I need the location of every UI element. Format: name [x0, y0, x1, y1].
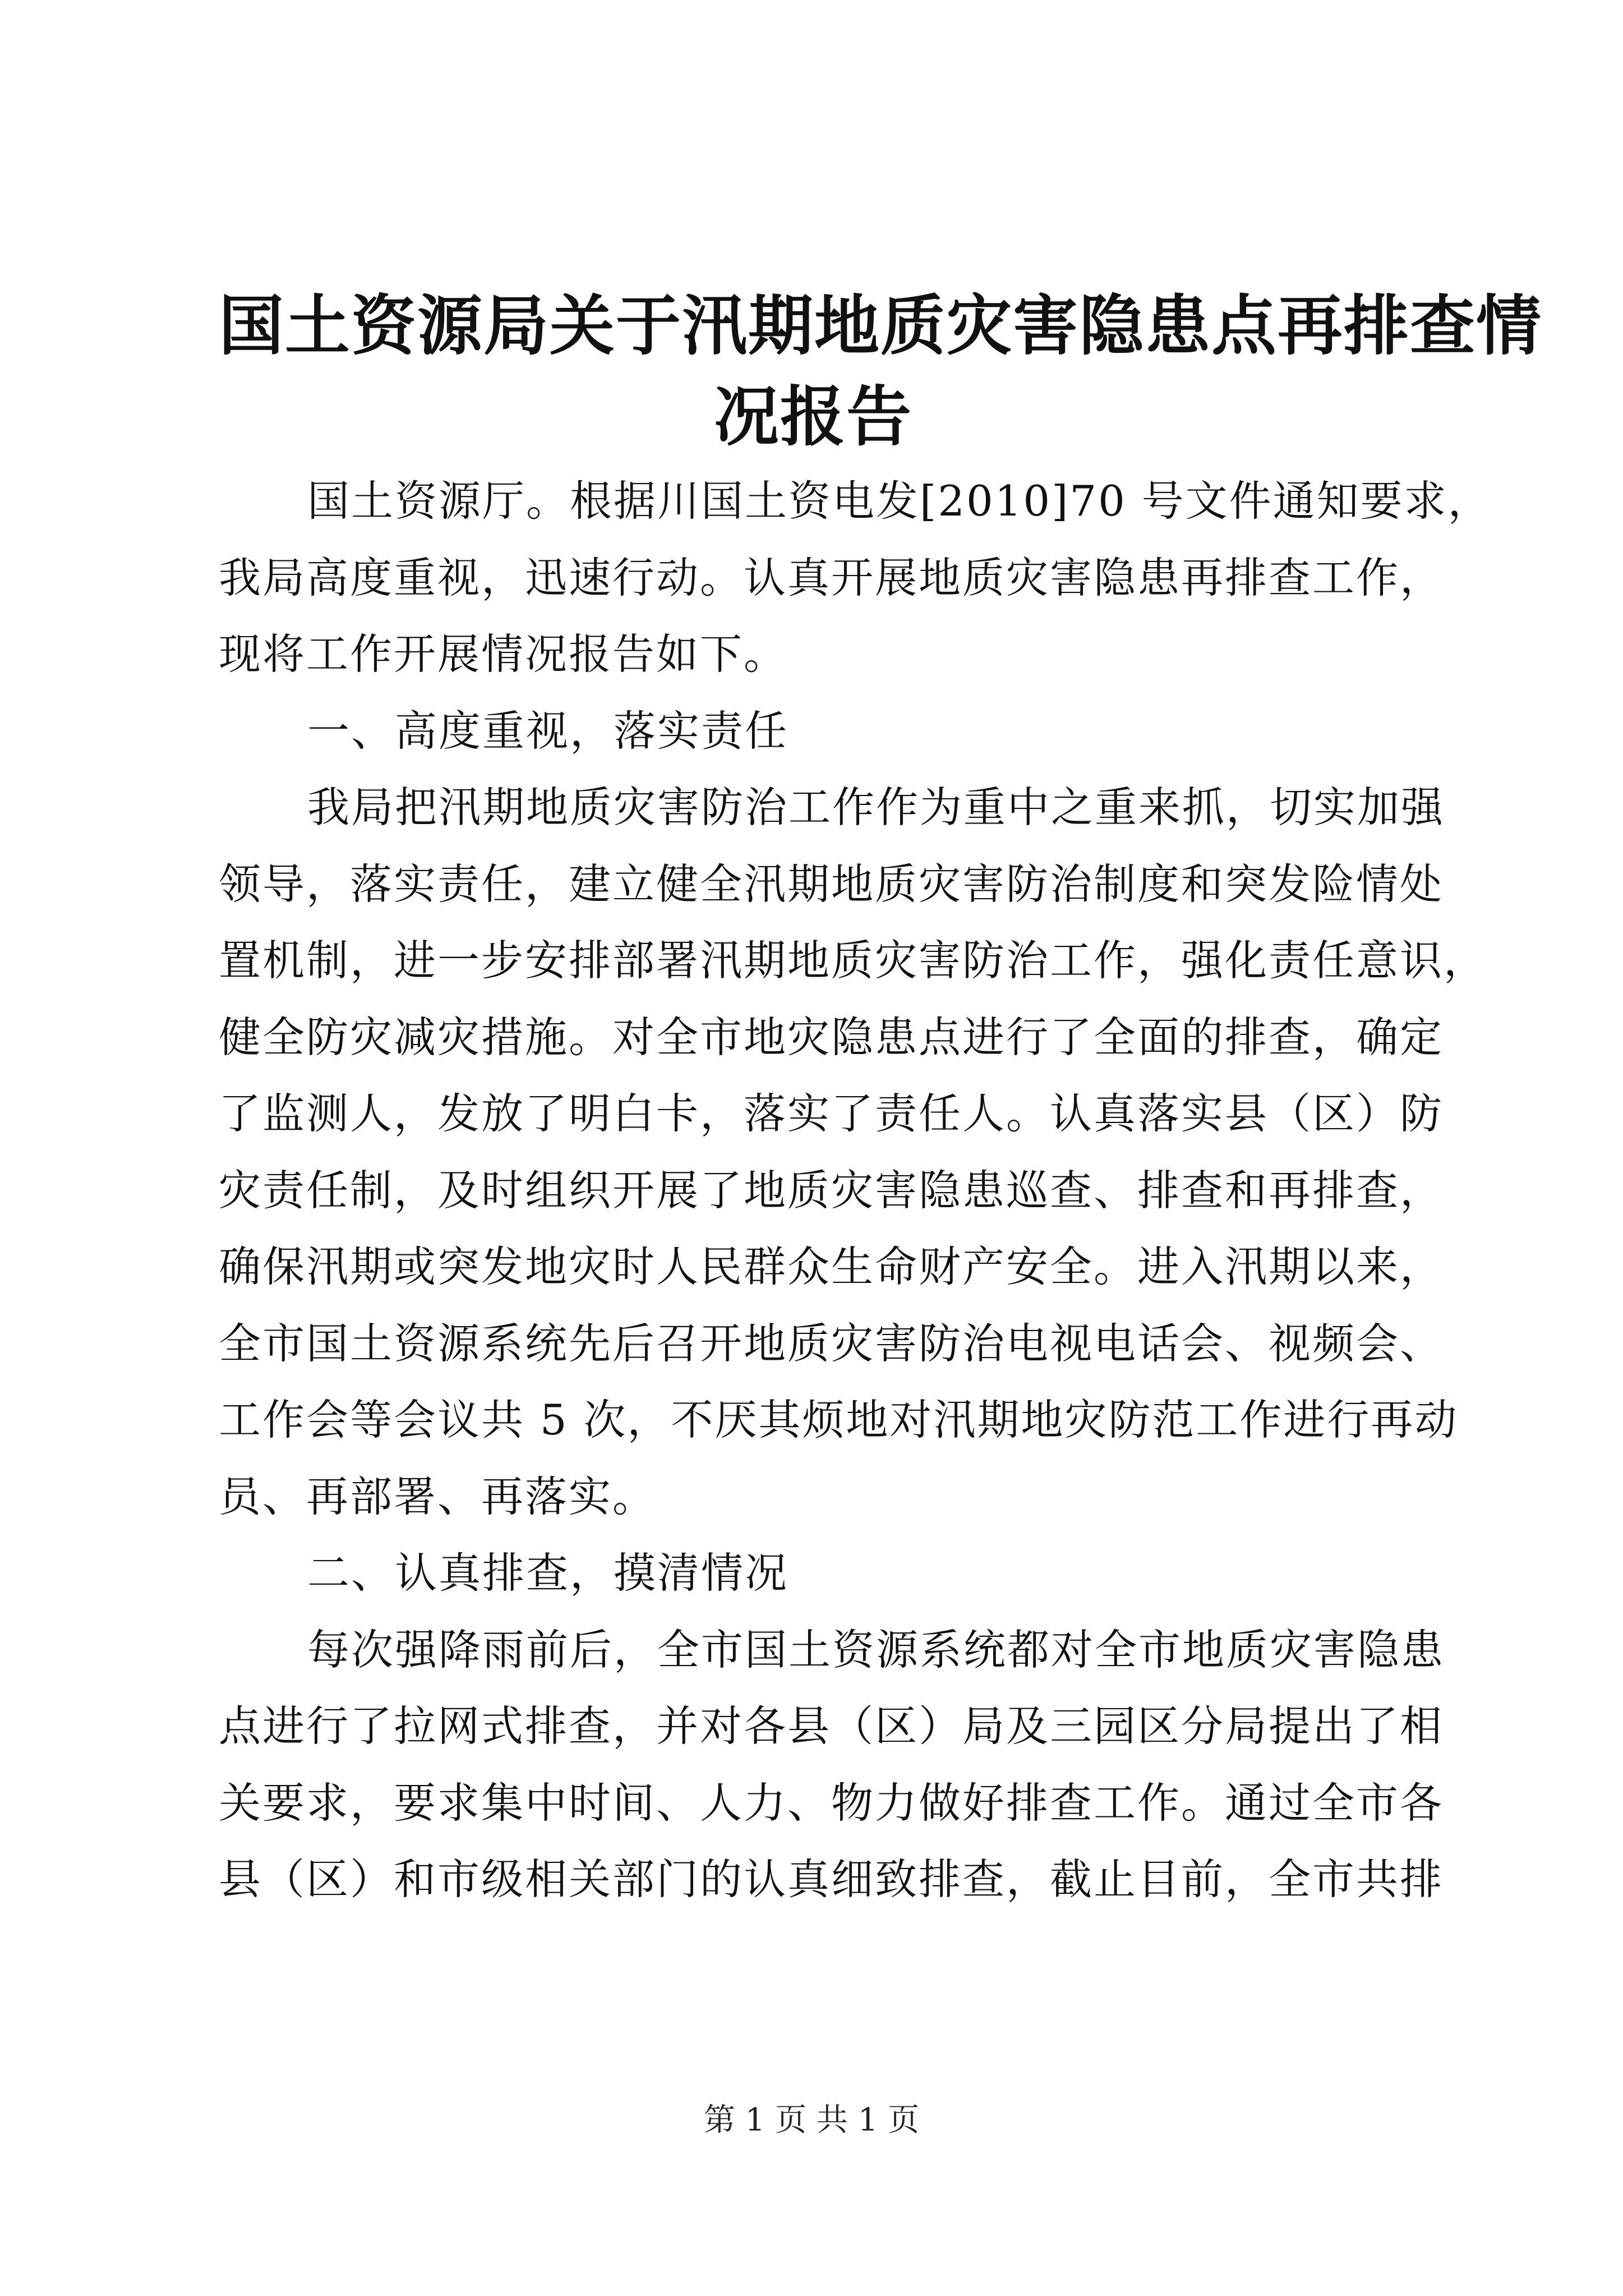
paragraph-line: 关要求，要求集中时间、人力、物力做好排查工作。通过全市各	[219, 1778, 1444, 1828]
paragraph-line: 我局把汛期地质灾害防治工作作为重中之重来抓，切实加强	[307, 783, 1445, 832]
paragraph-line: 灾责任制，及时组织开展了地质灾害隐患巡查、排查和再排查，	[219, 1165, 1444, 1215]
paragraph-line: 县（区）和市级相关部门的认真细致排查，截止目前，全市共排	[219, 1855, 1444, 1904]
paragraph-line: 点进行了拉网式排查，并对各县（区）局及三园区分局提出了相	[219, 1701, 1444, 1751]
paragraph-line: 健全防灾减灾措施。对全市地灾隐患点进行了全面的排查，确定	[219, 1012, 1444, 1062]
paragraph-line: 国土资源厅。根据川国土资电发[2010]70 号文件通知要求，	[307, 476, 1492, 526]
section-heading-2: 二、认真排查，摸清情况	[307, 1548, 789, 1598]
paragraph-line: 工作会等会议共 5 次，不厌其烦地对汛期地灾防范工作进行再动	[219, 1395, 1459, 1444]
paragraph-line: 现将工作开展情况报告如下。	[219, 629, 788, 679]
document-title	[219, 280, 1542, 462]
section-heading-1: 一、高度重视，落实责任	[307, 706, 789, 756]
paragraph-line: 了监测人，发放了明白卡，落实了责任人。认真落实县（区）防	[219, 1089, 1444, 1138]
paragraph-line: 全市国土资源系统先后召开地质灾害防治电视电话会、视频会、	[219, 1318, 1444, 1368]
paragraph-line: 我局高度重视，迅速行动。认真开展地质灾害隐患再排查工作，	[219, 553, 1444, 602]
paragraph-line: 员、再部署、再落实。	[219, 1471, 657, 1521]
paragraph-line: 领导，落实责任，建立健全汛期地质灾害防治制度和突发险情处	[219, 859, 1444, 909]
title-line-1: 国土资源局关于汛期地质灾害隐患点再排查情	[219, 288, 1542, 364]
paragraph-line: 确保汛期或突发地灾时人民群众生命财产安全。进入汛期以来，	[219, 1242, 1444, 1291]
paragraph-line: 置机制，进一步安排部署汛期地质灾害防治工作，强化责任意识，	[219, 936, 1488, 985]
page-footer: 第 1 页 共 1 页	[703, 2102, 920, 2138]
document-body	[219, 463, 1492, 1918]
title-line-2: 况报告	[714, 379, 912, 455]
paragraph-line: 每次强降雨前后，全市国土资源系统都对全市地质灾害隐患	[307, 1625, 1445, 1674]
